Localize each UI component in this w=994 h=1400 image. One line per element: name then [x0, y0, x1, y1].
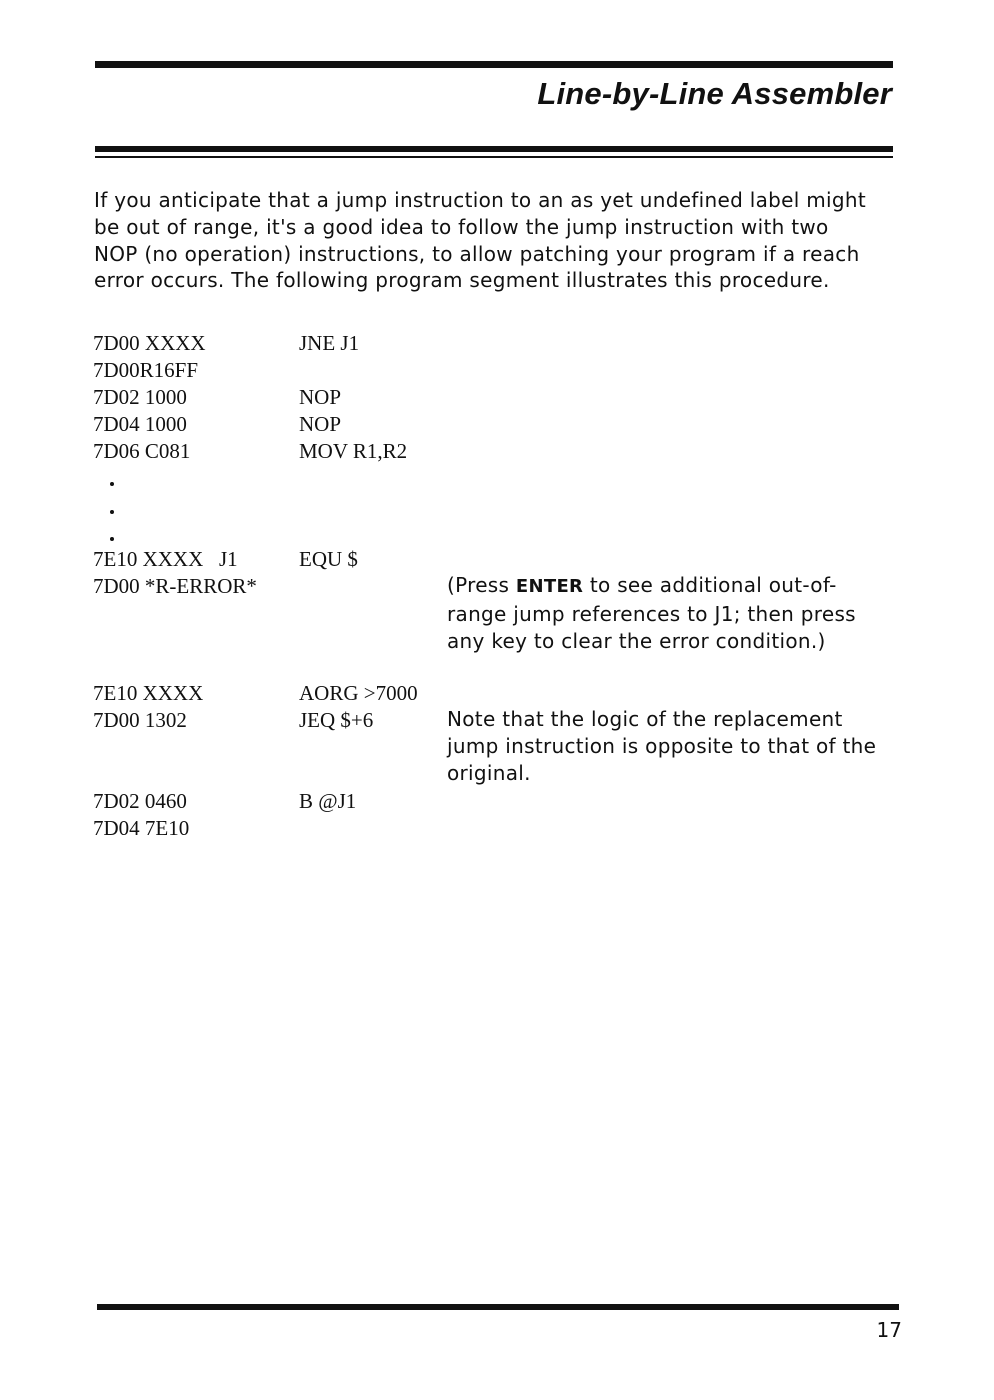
listing-address: 7E10 XXXX	[93, 681, 204, 705]
note-press-enter	[447, 572, 877, 654]
top-rule	[95, 61, 893, 68]
listing-instruction: JEQ $+6	[299, 708, 374, 732]
listing-instruction: B @J1	[299, 789, 357, 813]
footer-rule	[97, 1304, 899, 1310]
ellipsis-dot	[110, 537, 114, 541]
listing-address: 7D06 C081	[93, 439, 191, 463]
listing-instruction: AORG >7000	[299, 681, 418, 705]
listing-instruction: EQU $	[299, 547, 358, 571]
listing-address: 7D04 1000	[93, 412, 187, 436]
listing-address: 7D00 *R-ERROR*	[93, 574, 257, 598]
note-press-pre: (Press	[447, 573, 516, 597]
listing-instruction: NOP	[299, 412, 342, 436]
enter-key-label: ENTER	[515, 576, 584, 597]
page-title: Line-by-Line Assembler	[537, 76, 892, 111]
page-number: 17	[876, 1318, 902, 1342]
listing-address: 7D02 1000	[93, 385, 187, 409]
listing-address: 7D00 XXXX	[93, 331, 206, 355]
listing-instruction: JNE J1	[299, 331, 360, 355]
note-logic: Note that the logic of the replacement jump instruction is opposite to that of the original.	[447, 707, 877, 785]
ellipsis-dot	[110, 482, 114, 486]
listing-address: 7D00R16FF	[93, 358, 199, 382]
header-rule-thin	[95, 156, 893, 158]
ellipsis-dot	[110, 510, 114, 514]
listing-address: 7D02 0460	[93, 789, 187, 813]
listing-address: 7D00 1302	[93, 708, 187, 732]
listing-instruction: NOP	[299, 385, 342, 409]
note-press-post: to see additional out-of-range jump references to J1; then press any key to clear the error condition.)	[447, 573, 856, 653]
listing-address: 7E10 XXXX J1	[93, 547, 238, 571]
listing-address: 7D04 7E10	[93, 816, 190, 840]
header-rule-thick	[95, 146, 893, 152]
intro-paragraph: If you anticipate that a jump instruction to an as yet undefined label might be out of range, it's a good idea to follow the jump instruction with two NOP (no operation) instructions, to allow patching your program if a reach error occurs. The following program segment illustrates this procedure.	[94, 188, 867, 293]
listing-instruction: MOV R1,R2	[299, 439, 408, 463]
